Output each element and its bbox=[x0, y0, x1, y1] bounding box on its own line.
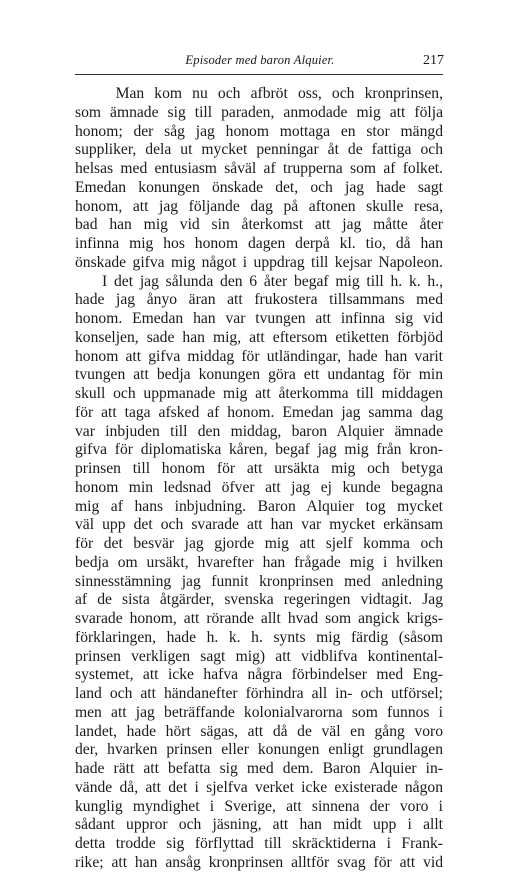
text-line: detta trodde sig förflyttad till skräcktiderna i Frank- bbox=[75, 835, 443, 852]
text-line: bedja om ursäkt, hvarefter han frågade mig i hvilken bbox=[75, 553, 443, 571]
text-line: önskade gifva mig något i uppdrag till kejsar Napoleon. bbox=[75, 253, 443, 271]
text-line: suppliker, dela ut mycket penningar åt de fattiga och bbox=[75, 141, 443, 159]
body-text bbox=[75, 85, 443, 873]
text-line: mig af hans inbjudning. Baron Alquier tog mycket bbox=[75, 497, 443, 515]
text-line: I det jag sålunda den 6 åter begaf mig till h. k. h., bbox=[75, 272, 443, 290]
text-line: förklaringen, hade h. k. h. synts mig färdig (såsom bbox=[75, 628, 443, 646]
text-line: hade rätt att befatta sig med dem. Baron Alquier in- bbox=[75, 760, 443, 777]
text-line: landet, hade hört sägas, att då de väl en gång voro bbox=[75, 722, 443, 740]
text-line: der, hvarken prinsen eller konungen enligt grundlagen bbox=[75, 741, 443, 759]
text-line: bad han mig vid sin återkomst att jag måtte åter bbox=[75, 216, 443, 234]
text-line: Emedan konungen önskade det, och jag hade sagt bbox=[75, 178, 443, 196]
text-line: vände då, att det i sjelfva verket icke existerade någon bbox=[75, 778, 443, 796]
page-number: 217 bbox=[423, 53, 444, 68]
header-rule bbox=[75, 74, 443, 75]
text-line: honom min ledsnad öfver att jag ej kunde begagna bbox=[75, 478, 443, 496]
text-line: väl upp det och svarade att han var mycket erkänsam bbox=[75, 516, 443, 534]
text-line: gifva för diplomatiska kåren, begaf jag mig från kron- bbox=[75, 441, 443, 459]
text-line: var inbjuden till den middag, baron Alquier ämnade bbox=[75, 422, 443, 440]
text-line: sinnesstämning jag funnit kronprinsen med anledning bbox=[75, 572, 443, 590]
text-line: prinsen verkligen sagt mig) att vidblifva kontinental- bbox=[75, 647, 443, 665]
text-line: svarade honom, att rörande allt hvad som angick krigs- bbox=[75, 610, 443, 627]
running-title: Episoder med baron Alquier. bbox=[185, 53, 335, 67]
text-line: rike; att han ansåg kronprinsen alltför svag för att vid bbox=[75, 853, 443, 871]
text-line: som ämnade sig till paraden, anmodade mig att följa bbox=[75, 103, 443, 121]
text-line: konseljen, sade han mig, att eftersom etiketten förbjöd bbox=[75, 328, 443, 346]
text-line: af de sista åtgärder, svenska regeringen vidtagit. Jag bbox=[75, 591, 443, 609]
text-line: kunglig myndighet i Sverige, att sinnena der voro i bbox=[75, 797, 443, 815]
text-line: prinsen till honom för att ursäkta mig och betyga bbox=[75, 460, 443, 477]
text-line: honom; der såg jag honom mottaga en stor mängd bbox=[75, 122, 443, 140]
text-line: infinna mig hos honom dagen derpå kl. tio, då han bbox=[75, 235, 443, 252]
text-line: hade jag ånyo äran att frukostera tillsammans med bbox=[75, 291, 443, 309]
text-line: honom att gifva middag för utländingar, hade han varit bbox=[75, 347, 443, 365]
text-line: land och att händanefter förhindra all in- och utförsel; bbox=[75, 685, 443, 702]
text-line: tvungen att bedja konungen göra ett undantag för min bbox=[75, 366, 443, 384]
text-line: helsas med entusiasm såväl af trupperna som af folket. bbox=[75, 160, 443, 177]
text-line: Man kom nu och afbröt oss, och kronprinsen, bbox=[75, 85, 443, 102]
text-line: för att taga afsked af honom. Emedan jag samma dag bbox=[75, 403, 443, 421]
text-line: systemet, att icke hafva några förbindelser med Eng- bbox=[75, 666, 443, 684]
text-line: skull och uppmanade mig att återkomma till middagen bbox=[75, 385, 443, 402]
text-line: för det besvär jag gjorde mig att sjelf komma och bbox=[75, 535, 443, 552]
text-line: men att jag beträffande kolonialvarorna som funnos i bbox=[75, 703, 443, 721]
text-line: sådant uppror och jäsning, att han midt upp i allt bbox=[75, 816, 443, 834]
text-line: honom. Emedan han var tvungen att infinna sig vid bbox=[75, 310, 443, 327]
text-line: honom, att jag följande dag på aftonen skulle resa, bbox=[75, 197, 443, 215]
